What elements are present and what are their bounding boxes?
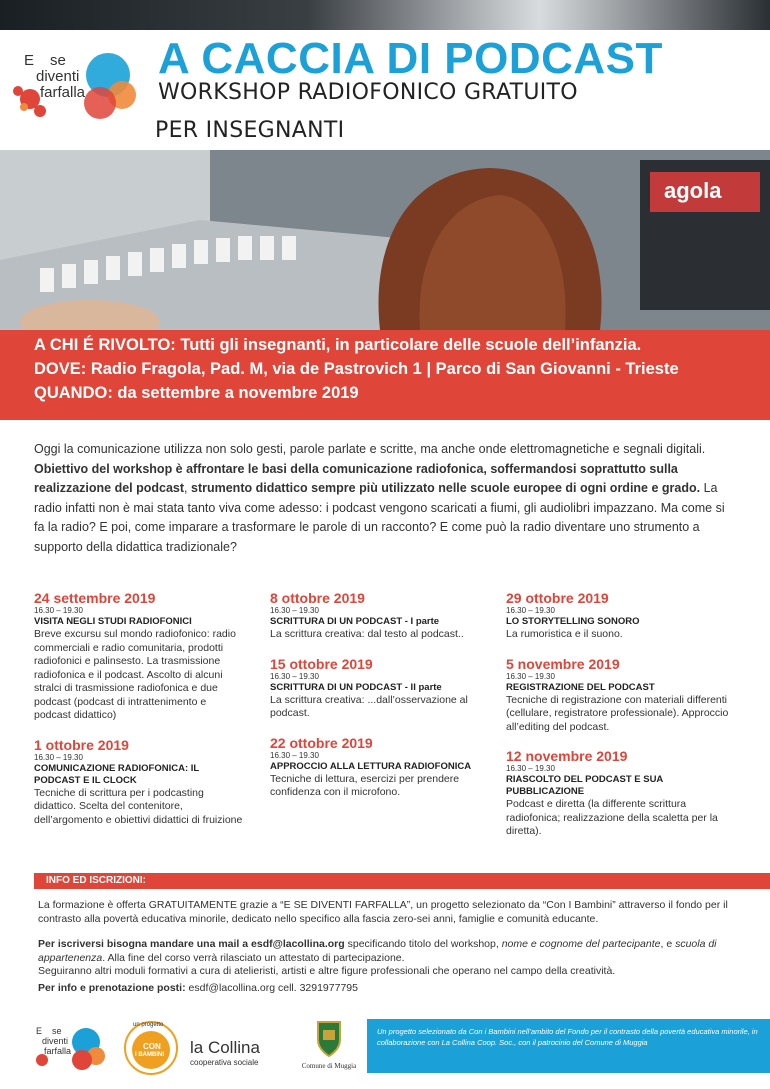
logo-farfalla: farfalla [40,84,86,101]
event-date: 12 novembre 2019 [506,748,628,764]
event-name: RIASCOLTO DEL PODCAST E SUA PUBBLICAZIONE [506,774,663,797]
event-desc: Podcast e diretta (la differente scrittura radiofonica; realizzazione della scaletta per la diretta). [506,798,718,837]
intro-sep: , [184,481,191,495]
footer-farfalla-logo [28,1020,108,1078]
event-desc: Tecniche di scrittura per i podcasting didattico. Scelta del contenitore, dell’argomento e obiettivi didattici di fruizione [34,786,243,826]
e-se-diventi-farfalla-logo [10,45,140,135]
event-name: SCRITTURA DI UN PODCAST - II parte [270,681,442,693]
event-date: 29 ottobre 2019 [506,590,609,606]
conbambini-top: un progetto [133,1022,164,1028]
footer-logo-se: se [52,1026,62,1036]
event-item [506,590,732,642]
schedule-column-2 [270,590,490,814]
coat-of-arms-icon [296,1016,362,1060]
event-desc: La scrittura creativa: ...dall’osservazione al podcast. [270,693,468,719]
muggia-label: Comune di Muggia [301,1062,357,1070]
radio-studio-photo [0,150,770,330]
info-banner [0,330,770,420]
event-hours: 16.30 – 19.30 [34,606,83,615]
signup-comma: , e [660,938,676,950]
event-item [270,590,490,642]
footer-logo-farfalla: farfalla [44,1046,72,1056]
conbambini-con: CON [143,1042,161,1051]
page-title: A CACCIA DI PODCAST [158,34,663,83]
event-desc: La rumoristica e il suono. [506,628,623,640]
banner-target: A CHI É RIVOLTO: Tutti gli insegnanti, in particolare delle scuole dell’infanzia. [34,336,642,354]
event-name: LO STORYTELLING SONORO [506,616,640,627]
radio-sign-text: agola [664,178,722,203]
event-desc: Breve excursu sul mondo radiofonico: radio commerciali e radio comunitaria, prodotti radiofonici e palinsesto. La trasmissione radiofonica e il podcast. Ascolto di alcuni stralci di trasmissione radiofonica e due podcast (podcast di intrattenimento e podcast didattico) [34,628,236,721]
intro-text-1: Oggi la comunicazione utilizza non solo gesti, parole parlate e scritte, ma anche onde elettromagnetiche e segnali digitali. [34,442,706,456]
intro-paragraph [34,440,734,557]
event-item [506,656,732,735]
footer-logo-e: E [36,1026,43,1036]
event-name: APPROCCIO ALLA LETTURA RADIOFONICA [270,760,472,772]
event-item [270,656,490,721]
event-hours: 16.30 – 19.30 [506,606,555,615]
conbambini-bambini: I BAMBINI [135,1052,164,1058]
subtitle-insegnanti: PER INSEGNANTI [155,118,345,143]
logo-se: se [50,52,66,69]
event-date: 8 ottobre 2019 [270,590,365,606]
footer-project-box: Un progetto selezionato da Con i Bambini nell’ambito del Fondo per il contrasto della povertà educativa minorile, in collaborazione con La Collina Coop. Soc., con il patrocinio del Comune di Muggia [367,1019,770,1073]
signup-italic-2: scuola di appartenenza [38,938,717,964]
schedule-column-1 [34,590,244,841]
event-desc: Tecniche di registrazione con materiali differenti (cellulare, registratore professionale). Approccio all’editing del podcast. [506,693,729,733]
logo-e: E [24,52,35,69]
comune-muggia-logo [296,1016,362,1078]
info-heading-bar: INFO ED ISCRIZIONI: [34,873,770,889]
event-name: VISITA NEGLI STUDI RADIOFONICI [34,616,192,627]
event-hours: 16.30 – 19.30 [506,764,555,773]
signup-text-1: specificando titolo del workshop, [344,938,502,950]
footer-logo-diventi: diventi [42,1036,69,1046]
event-desc: Tecniche di lettura, esercizi per prendere confidenza con il microfono. [270,772,460,798]
event-date: 1 ottobre 2019 [34,736,129,753]
event-hours: 16.30 – 19.30 [270,750,319,760]
lacollina-sub: cooperativa sociale [190,1058,259,1067]
signup-instruction: Per iscriversi bisogna mandare una mail a esdf@lacollina.org [38,938,345,950]
signup-text-2: . Alla fine del corso verrà rilasciato un attestato di partecipazione. [102,952,405,964]
banner-dates: QUANDO: da settembre a novembre 2019 [34,384,359,402]
contact-label: Per info e prenotazione posti: [38,982,186,994]
lacollina-name: la Collina [190,1038,260,1057]
event-item [34,737,244,828]
la-collina-logo [190,1038,290,1072]
event-hours: 16.30 – 19.30 [34,752,83,762]
info-paragraph-3: Seguiranno altri moduli formativi a cura di atelieristi, artisti e altre figure professionali che operano nel campo della creatività. [38,965,616,977]
intro-text-2: La radio infatti non è mai stata tanto viva come adesso: i podcast vengono scaricati a fiumi, gli audiolibri impazzano. Ma come si fa la radio? E poi, come imparare a trasformare le parole di un racconto? E come può la radio diventare uno strumento a supporto della didattica tradizionale? [34,481,725,554]
top-photo-strip [0,0,770,30]
info-contact [38,981,738,995]
event-date: 24 settembre 2019 [34,590,156,606]
logo-diventi: diventi [36,68,80,85]
event-date: 22 ottobre 2019 [270,734,373,751]
event-name: COMUNICAZIONE RADIOFONICA: IL PODCAST E IL CLOCK [34,762,200,786]
banner-location: DOVE: Radio Fragola, Pad. M, via de Pastrovich 1 | Parco di San Giovanni - Trieste [34,360,679,378]
event-item [34,590,244,723]
subtitle-workshop: WORKSHOP RADIOFONICO GRATUITO [158,80,578,105]
event-hours: 16.30 – 19.30 [270,606,319,615]
event-name: SCRITTURA DI UN PODCAST - I parte [270,616,440,627]
info-paragraph-2 [38,937,738,965]
schedule-column-3 [506,590,732,853]
info-paragraph-1: La formazione è offerta GRATUITAMENTE grazie a “E SE DIVENTI FARFALLA”, un progetto selezionato da “Con I Bambini” attraverso il fondo per il contrasto alla povertà educativa minorile, dedicato nello specifico alla fascia zero-sei anni, famiglie e comunità educante. [38,899,728,925]
event-hours: 16.30 – 19.30 [506,671,555,681]
intro-bold-1: Obiettivo del workshop è affrontare le basi della comunicazione radiofonica, soffermandosi soprattutto sulla realizzazione del podcast [34,461,678,495]
event-item [270,735,490,800]
con-i-bambini-logo [123,1020,179,1076]
event-item [506,748,732,839]
intro-bold-2: strumento didattico sempre più utilizzato nelle scuole europee di ogni ordine e grado. [191,481,701,495]
event-desc: La scrittura creativa: dal testo al podcast.. [270,628,464,640]
event-name: REGISTRAZIONE DEL PODCAST [506,681,655,693]
event-hours: 16.30 – 19.30 [270,671,319,681]
event-date: 5 novembre 2019 [506,655,620,672]
event-date: 15 ottobre 2019 [270,655,373,672]
signup-italic-1: nome e cognome del partecipante [501,938,661,950]
contact-details: esdf@lacollina.org cell. 3291977795 [185,982,358,994]
footer [0,1010,770,1089]
